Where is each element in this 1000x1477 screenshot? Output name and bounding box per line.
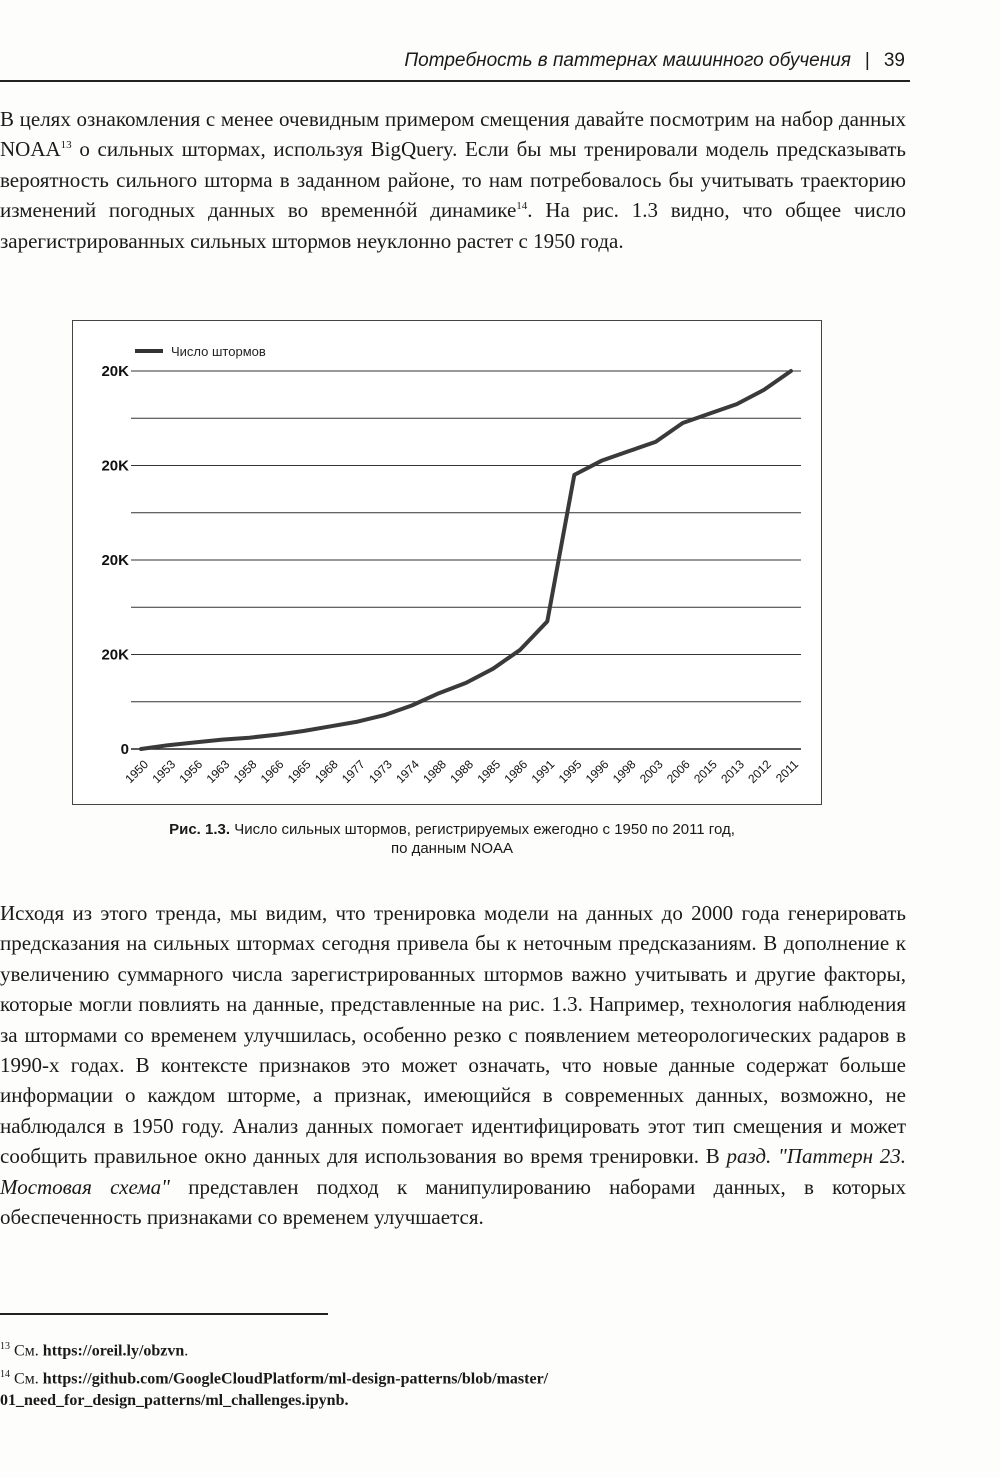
x-tick-label: 1973: [366, 757, 395, 787]
footnote-ref-14[interactable]: 14: [516, 200, 528, 213]
y-tick-label: 0: [120, 741, 129, 758]
footnote-rule: [0, 1313, 328, 1315]
x-tick-label: 1950: [122, 757, 152, 787]
paragraph-intro: [0, 104, 906, 256]
x-tick-label: 1988: [447, 757, 477, 787]
x-tick-label: 2003: [636, 757, 666, 787]
x-tick-label: 1985: [474, 757, 504, 787]
caption-label: Рис. 1.3.: [169, 821, 231, 838]
x-tick-label: 1966: [257, 757, 287, 787]
x-tick-label: 1986: [501, 757, 531, 787]
x-tick-label: 1996: [582, 757, 612, 787]
x-tick-label: 1995: [555, 757, 585, 787]
x-tick-label: 1953: [149, 757, 179, 787]
footnote-14: [0, 1364, 700, 1412]
x-tick-label: 1956: [176, 757, 206, 787]
x-tick-label: 1998: [609, 757, 639, 787]
x-tick-label: 2006: [664, 757, 693, 787]
paragraph-text: . На рис. 1.3 видно, что общее число зарегистрированных сильных штормов неуклонно растет с 1950 года.: [0, 198, 907, 253]
footnote-number: 13: [0, 1341, 10, 1352]
x-tick-label: 2013: [718, 757, 747, 787]
figure-caption: [72, 820, 832, 858]
footnote-suffix: .: [184, 1342, 189, 1360]
x-tick-label: 1974: [393, 757, 422, 787]
footnote-number: 14: [0, 1369, 10, 1380]
storm-line-chart: [73, 321, 823, 806]
x-tick-label: 2015: [691, 757, 720, 787]
y-tick-label: 20K: [101, 457, 129, 475]
paragraph-discussion: [0, 898, 906, 1232]
x-tick-label: 1988: [420, 757, 450, 787]
caption-text-line2: по данным NOAA: [390, 840, 514, 857]
paragraph-text: представлен подход к манипулированию наборами данных, в которых обеспеченность признаками со временем улучшается.: [0, 1174, 906, 1230]
x-tick-label: 2012: [745, 757, 775, 787]
footnote-link[interactable]: https://oreil.ly/obzvn: [42, 1342, 185, 1360]
footnote-link-part2[interactable]: 01_need_for_design_patterns/ml_challenges.ipynb: [0, 1392, 345, 1410]
footnote-link-cont[interactable]: [0, 1390, 700, 1412]
header-rule: [0, 80, 910, 82]
x-tick-label: 1958: [230, 757, 260, 787]
x-tick-label: 1977: [339, 757, 368, 787]
footnote-13: [0, 1336, 188, 1362]
y-tick-label: 20K: [101, 552, 129, 569]
legend-label: Число штормов: [171, 344, 266, 359]
paragraph-text: В целях ознакомления с менее очевидным примером смещения давайте посмотрим на набор данных NOAA: [0, 107, 906, 162]
footnote-prefix: См.: [14, 1342, 43, 1360]
x-tick-label: 1965: [284, 757, 314, 787]
footnote-link[interactable]: https://github.com/GoogleCloudPlatform/ml-design-patterns/blob/master/: [42, 1370, 549, 1388]
running-head: [0, 50, 905, 72]
chapter-title: Потребность в паттернах машинного обучения: [404, 50, 851, 71]
y-tick-label: 20K: [101, 646, 129, 664]
caption-text: Число сильных штормов, регистрируемых ежегодно с 1950 по 2011 год,: [230, 821, 735, 838]
footnote-suffix: .: [344, 1392, 349, 1410]
paragraph-text: Исходя из этого тренда, мы видим, что тренировка модели на данных до 2000 года генерировать предсказания на сильных штормах сегодня привела бы к неточным предсказаниям. В дополнение к увеличению суммарного числа зарегистрированных штормов важно учитывать и другие факторы, которые могли повлиять на данные, представленные на рис. 1.3. Например, технология наблюдения за штормами со временем улучшилась, особенно резко с появлением метеорологических радаров в 1990-х годах. В контексте признаков это может означать, что новые данные содержат больше информации о каждом шторме, а признак, имеющийся в современных данных, возможно, не наблюдался в 1950 году. Анализ данных помогает идентифицировать этот тип смещения и может сообщить правильное окно данных для использования во время тренировки. В: [0, 901, 906, 1169]
figure-storm-chart: [72, 320, 822, 805]
header-separator: |: [864, 50, 870, 71]
footnote-ref-13[interactable]: 13: [60, 139, 72, 152]
y-tick-label: 20K: [101, 363, 129, 380]
x-tick-label: 1963: [203, 757, 233, 787]
x-tick-label: 1968: [311, 757, 341, 787]
paragraph-text: о сильных штормах, используя BigQuery. Если бы мы тренировали модель предсказывать вероятность сильного шторма в заданном районе, то нам потребовалось бы учитывать траекторию изменений погодных данных во временнóй динамике: [0, 137, 906, 223]
page-number: 39: [883, 50, 905, 71]
footnote-prefix: См.: [14, 1370, 43, 1388]
section-cross-reference[interactable]: разд. "Паттерн 23. Мостовая схема": [0, 1144, 907, 1199]
x-tick-label: 1991: [528, 757, 558, 787]
x-tick-label: 2011: [772, 757, 802, 786]
